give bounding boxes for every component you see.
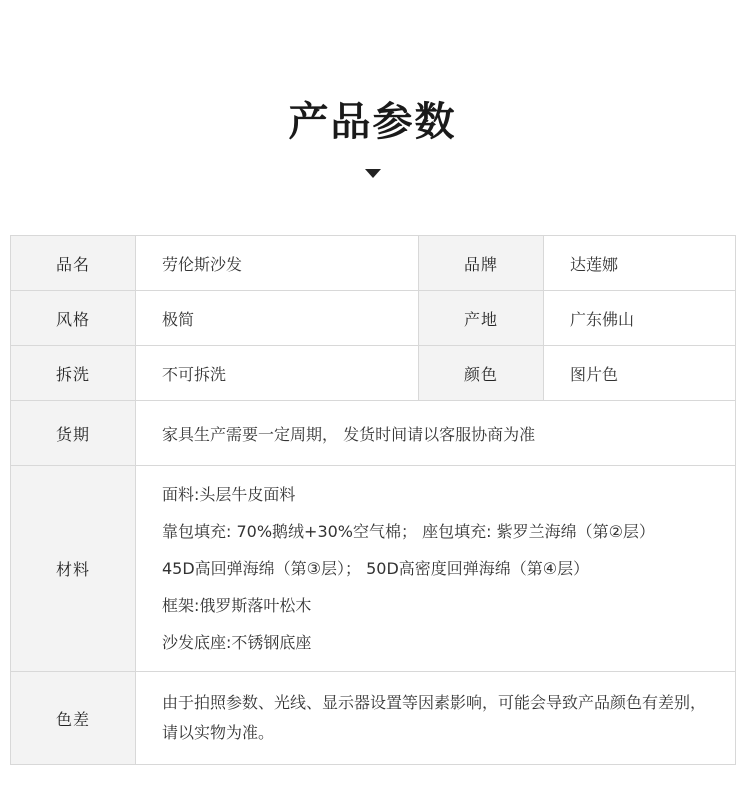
page-title: 产品参数 [288,99,457,145]
name-label: 品名 [11,236,136,291]
params-table [10,235,736,765]
material-label: 材料 [11,466,136,672]
caret-down-icon [365,169,381,178]
color-value: 图片色 [544,346,736,401]
material-line: 靠包填充: 70%鹅绒+30%空气棉； 座包填充: 紫罗兰海绵（第②层） [162,522,655,541]
origin-label: 产地 [419,291,544,346]
name-value: 劳伦斯沙发 [136,236,419,291]
table-row [11,346,736,401]
style-label: 风格 [11,291,136,346]
color-label: 颜色 [419,346,544,401]
delivery-value: 家具生产需要一定周期， 发货时间请以客服协商为准 [136,401,736,466]
table-row [11,466,736,672]
material-line: 沙发底座:不锈钢底座 [162,633,312,652]
brand-value: 达莲娜 [544,236,736,291]
style-value: 极简 [136,291,419,346]
wash-value: 不可拆洗 [136,346,419,401]
material-line: 框架:俄罗斯落叶松木 [162,596,312,615]
material-line: 面料:头层牛皮面料 [162,485,296,504]
table-row [11,401,736,466]
wash-label: 拆洗 [11,346,136,401]
table-row [11,236,736,291]
diff-value [136,672,736,765]
material-value [136,466,736,672]
brand-label: 品牌 [419,236,544,291]
material-line: 45D高回弹海绵（第③层）； 50D高密度回弹海绵（第④层） [162,559,590,578]
delivery-label: 货期 [11,401,136,466]
diff-label: 色差 [11,672,136,765]
diff-text: 由于拍照参数、光线、显示器设置等因素影响，可能会导致产品颜色有差别，请以实物为准。 [162,693,707,742]
table-row [11,291,736,346]
origin-value: 广东佛山 [544,291,736,346]
table-row [11,672,736,765]
